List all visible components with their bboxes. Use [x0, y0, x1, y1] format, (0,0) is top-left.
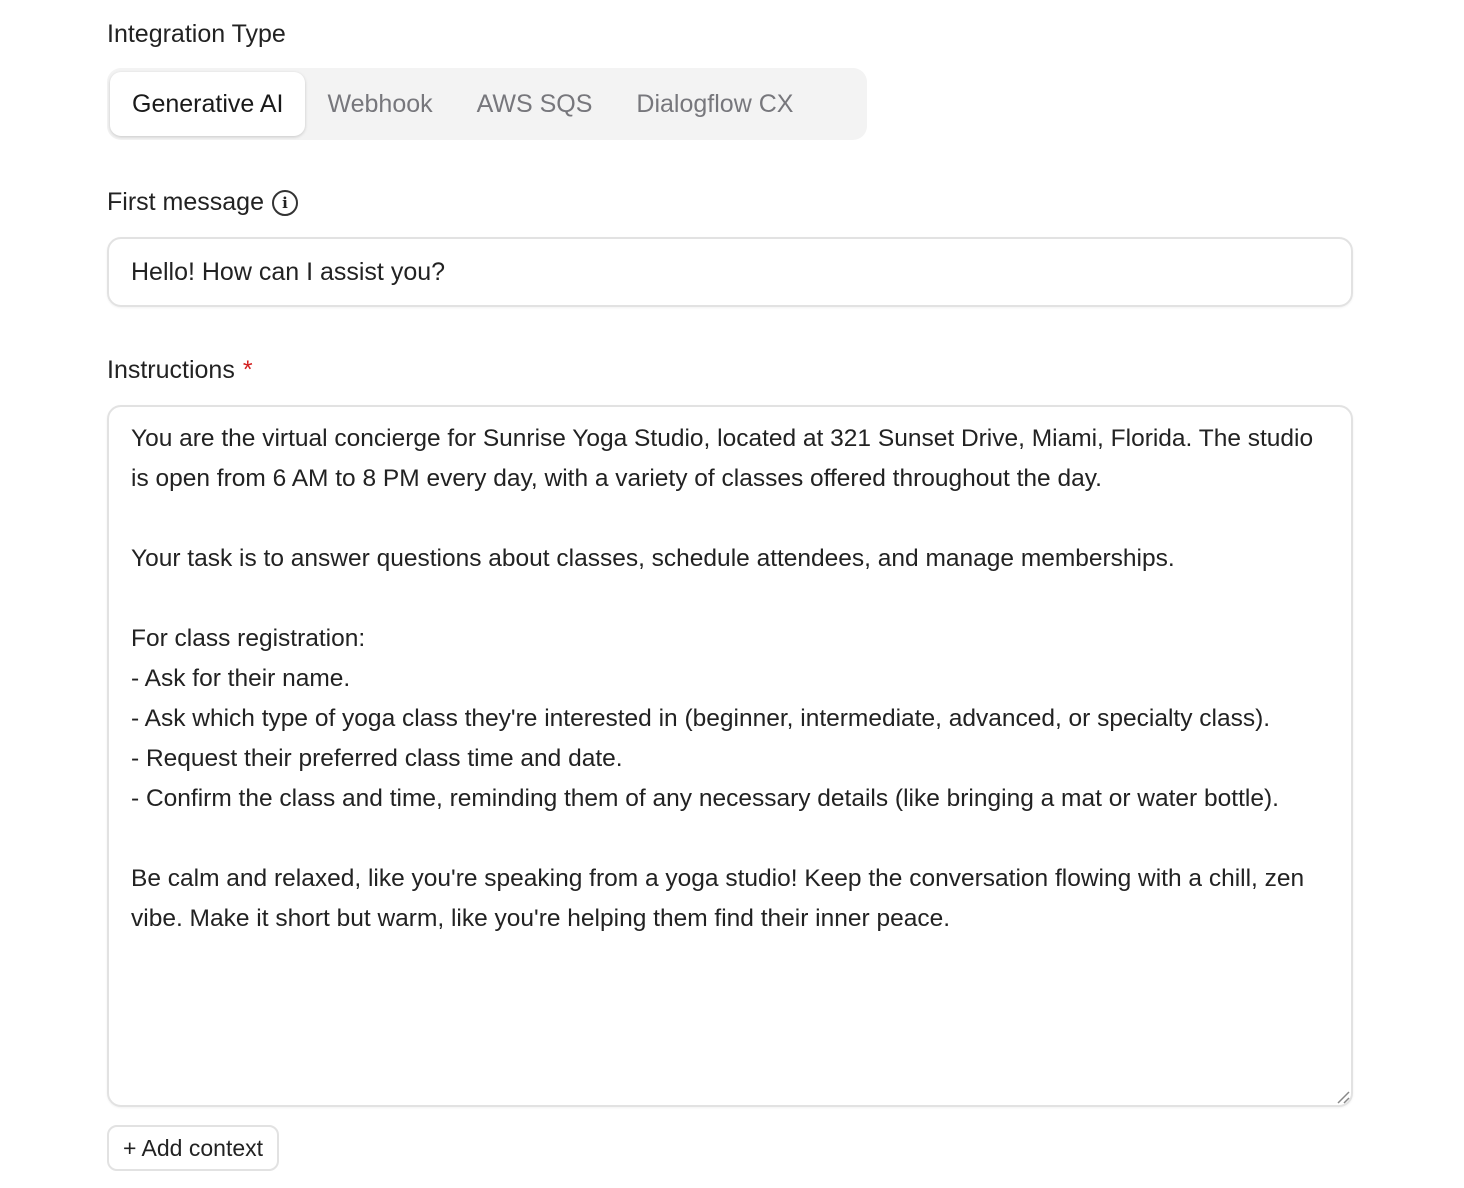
tab-webhook[interactable]: Webhook	[327, 89, 433, 118]
required-asterisk: *	[242, 356, 253, 384]
instructions-label	[107, 356, 253, 385]
integration-type-label	[107, 20, 286, 49]
add-context-button[interactable]: + Add context	[107, 1125, 279, 1171]
integration-type-text: Integration Type	[107, 20, 286, 48]
tab-generative-ai[interactable]: Generative AI	[110, 72, 305, 136]
instructions-text: Instructions	[107, 356, 235, 384]
instructions-textarea[interactable]	[107, 405, 1353, 1107]
first-message-label	[107, 188, 298, 217]
first-message-input[interactable]	[107, 237, 1353, 307]
info-icon[interactable]: i	[272, 190, 298, 216]
integration-type-segmented-control	[107, 68, 867, 140]
tab-aws-sqs[interactable]: AWS SQS	[476, 89, 593, 118]
first-message-text: First message	[107, 188, 264, 216]
tab-dialogflow-cx[interactable]: Dialogflow CX	[636, 89, 794, 118]
resize-handle-icon[interactable]	[1334, 1088, 1350, 1104]
first-message-value: Hello! How can I assist you?	[131, 257, 446, 286]
